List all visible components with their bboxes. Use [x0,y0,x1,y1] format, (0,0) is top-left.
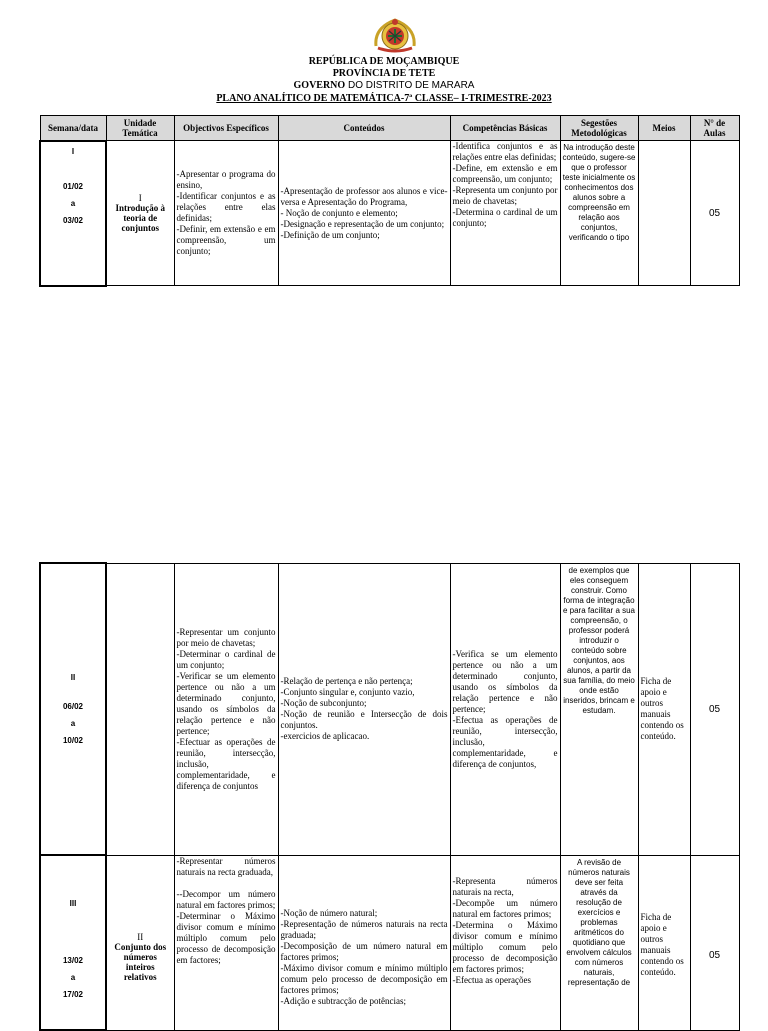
date-to: 10/02 [62,736,84,745]
table-header-row [40,116,739,141]
date-separator: a [70,198,76,208]
coat-of-arms-emblem [372,16,418,54]
table-row [40,855,739,1030]
date-from: 01/02 [62,181,84,191]
competencies-cell: -Representa números naturais na recta, -Decompõe um número natural em factores primos; -Determina o Máximo divisor comum e mínimo múltiplo comum pelo processo de decomposição em factores primos; -Efectua as operações [450,855,560,1030]
date-separator: a [70,719,76,728]
contents-cell: -Noção de número natural; -Representação de números naturais na recta graduada; -Decomposição de um número natural em factores primos; -Máximo divisor comum e mínimo múltiplo comum pelo processo de decomposição em factores primos; -Adição e subtracção de potências; [278,855,450,1030]
week-number: III [69,899,77,908]
objectives-cell: -Apresentar o programa do ensino, -Identificar conjuntos e as relações entre elas definidas; -Definir, em extensão e em compreensão, um conjunto; [174,141,278,286]
competencies-cell: -Verifica se um elemento pertence ou não a um determinado conjunto, usando os símbolos da relação pertence e não pertence; -Efectua as operações de reunião, intersecção, inclusão, complementaridade, e diferença de conjuntos, [450,563,560,855]
methodology-cell: de exemplos que eles conseguem construir. Como forma de integração e para facilitar a sua compreensão, o professor poderá introduzir o conteúdo sobre conjuntos, aos alunos, a partir da sua família, do meio onde estão inseridos, brincam e estudam. [560,563,638,855]
week-number: II [70,673,76,682]
objectives-cell: -Representar um conjunto por meio de chavetas; -Determinar o cardinal de um conjunto; -Verificar se um elemento pertence ou não a um determinado conjunto, usando os símbolos da relação pertence e não pertence; -Efectuar as operações de reunião, intersecção, inclusão, complementaridade, e diferença de conjuntos [174,563,278,855]
unit-cell [106,563,174,855]
week-cell [40,855,106,1030]
date-from: 13/02 [62,956,84,965]
lessons-cell: 05 [690,563,739,855]
week-cell [40,563,106,855]
methodology-cell: A revisão de números naturais deve ser feita através da resolução de exercícios e problemas aritméticos do quotidiano que envolvem cálculos com números naturais, representação de [560,855,638,1030]
contents-cell: -Apresentação de professor aos alunos e vice-versa e Apresentação do Programa, - Noção de conjunto e elemento; -Designação e representação de um conjunto; -Definição de um conjunto; [278,141,450,286]
methodology-cell: Na introdução deste conteúdo, sugere-se que o professor teste inicialmente os conhecimentos dos alunos sobre a compreensão em relação aos conjuntos, verificando o tipo [560,141,638,286]
plan-table-page-2 [39,562,740,1031]
col-header-lessons: N° de Aulas [690,116,739,141]
header-republic: REPÚBLICA DE MOÇAMBIQUE [308,56,460,67]
col-header-objectives: Objectivos Específicos [174,116,278,141]
objectives-cell: -Representar números naturais na recta graduada, --Decompor um número natural em factores primos; -Determinar o Máximo divisor comum e mínimo múltiplo comum pelo processo de decomposição em factores; [174,855,278,1030]
unit-cell [106,855,174,1030]
competencies-cell: -Identifica conjuntos e as relações entre elas definidas; -Define, em extensão e em compreensão, um conjunto; -Representa um conjunto por meio de chavetas; -Determina o cardinal de um conjunto; [450,141,560,286]
unit-name: Introdução à teoria de conjuntos [115,203,166,233]
col-header-unit: Unidade Temática [106,116,174,141]
unit-cell [106,141,174,286]
table-row [40,563,739,855]
unit-name: Conjunto dos números inteiros relativos [114,941,167,982]
week-number: I [71,146,75,156]
date-separator: a [70,973,76,982]
lessons-cell: 05 [690,141,739,286]
document-title: PLANO ANALÍTICO DE MATEMÁTICA-7ª CLASSE– I-TRIMESTRE-2023 [216,93,552,104]
date-to: 17/02 [62,990,84,999]
col-header-methodology: Segestões Metodológicas [560,116,638,141]
date-from: 06/02 [62,702,84,711]
contents-cell: -Relação de pertença e não pertença; -Conjunto singular e, conjunto vazio, -Noção de subconjunto; -Noção de reunião e Intersecção de dois conjuntos. -exercicios de aplicacao. [278,563,450,855]
means-cell: Ficha de apoio e outros manuais contendo os conteúdo. [638,563,690,855]
week-cell [40,141,106,286]
header-province: PROVÍNCIA DE TETE [332,68,436,79]
plan-table-page-1 [39,115,740,287]
header-government [0,80,768,92]
header-government-b: DO DISTRITO DE MARARA [345,80,475,91]
header-government-a: GOVERNO [293,80,346,91]
col-header-contents: Conteúdos [278,116,450,141]
means-cell [638,141,690,286]
table-row [40,141,739,286]
col-header-means: Meios [638,116,690,141]
lessons-cell: 05 [690,855,739,1030]
unit-number: I [138,193,142,203]
col-header-competencies: Competências Básicas [450,116,560,141]
unit-number: II [137,931,144,942]
col-header-week: Semana/data [40,116,106,141]
date-to: 03/02 [62,215,84,225]
means-cell: Ficha de apoio e outros manuais contendo os conteúdo. [638,855,690,1030]
